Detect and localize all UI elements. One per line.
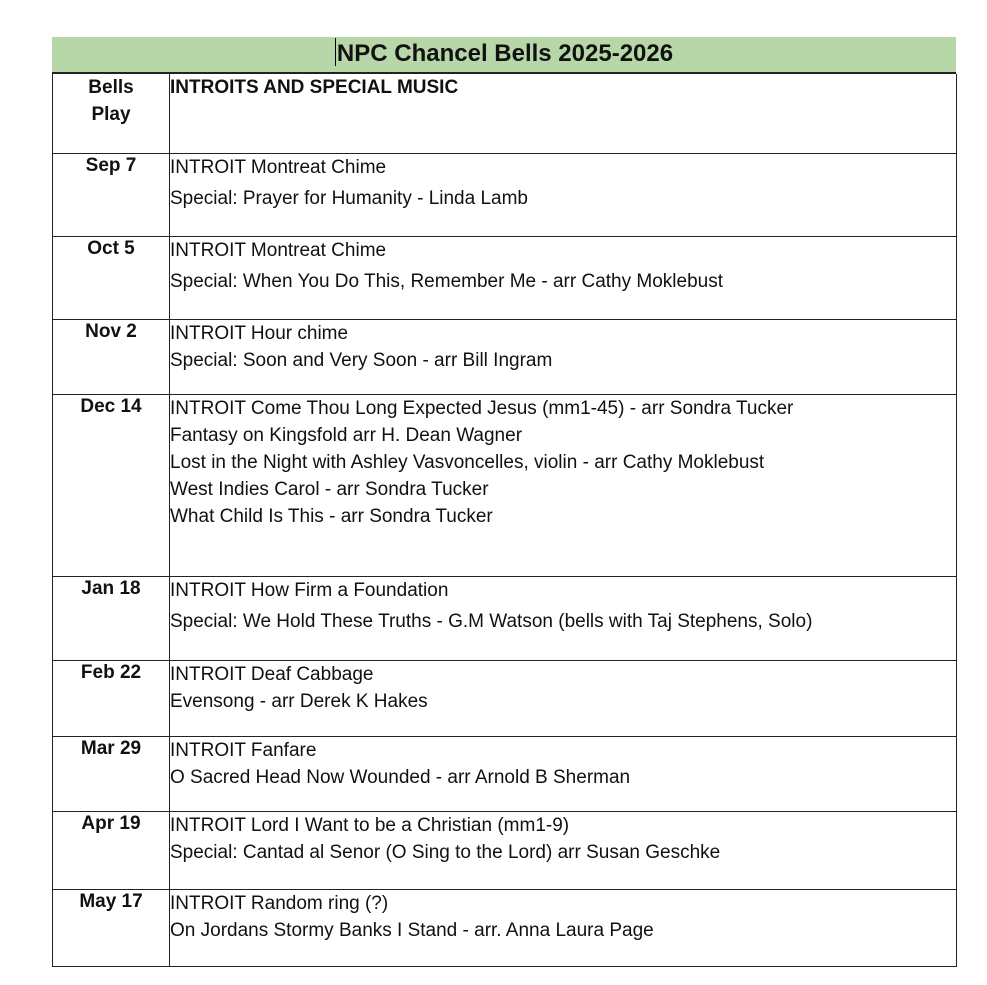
row-date: Apr 19 bbox=[53, 811, 170, 889]
music-line: INTROIT Lord I Want to be a Christian (mm1-9) bbox=[170, 814, 570, 836]
music-line: Evensong - arr Derek K Hakes bbox=[170, 690, 428, 712]
music-line: What Child Is This - arr Sondra Tucker bbox=[170, 505, 493, 527]
table-row bbox=[53, 736, 957, 811]
music-line: INTROIT Montreat Chime bbox=[170, 239, 387, 261]
music-line: On Jordans Stormy Banks I Stand - arr. Anna Laura Page bbox=[170, 919, 654, 941]
table-row bbox=[53, 889, 957, 966]
row-date: Jan 18 bbox=[53, 576, 170, 660]
row-music bbox=[170, 153, 957, 236]
music-line: Lost in the Night with Ashley Vasvoncelles, violin - arr Cathy Moklebust bbox=[170, 451, 765, 473]
music-line: INTROIT Random ring (?) bbox=[170, 892, 389, 914]
music-line: Fantasy on Kingsfold arr H. Dean Wagner bbox=[170, 424, 523, 446]
row-music bbox=[170, 394, 957, 576]
row-music bbox=[170, 319, 957, 394]
row-music bbox=[170, 736, 957, 811]
row-date: Oct 5 bbox=[53, 236, 170, 319]
music-line: West Indies Carol - arr Sondra Tucker bbox=[170, 478, 489, 500]
music-line: Special: Prayer for Humanity - Linda Lamb bbox=[170, 187, 528, 209]
music-line: Special: Soon and Very Soon - arr Bill Ingram bbox=[170, 349, 553, 371]
music-line: Special: We Hold These Truths - G.M Watson (bells with Taj Stephens, Solo) bbox=[170, 610, 813, 632]
row-music bbox=[170, 889, 957, 966]
table-row bbox=[53, 153, 957, 236]
header-date-cell bbox=[53, 74, 170, 153]
row-date: Sep 7 bbox=[53, 153, 170, 236]
page-title: NPC Chancel Bells 2025-2026 bbox=[336, 40, 674, 67]
music-line: O Sacred Head Now Wounded - arr Arnold B Sherman bbox=[170, 766, 631, 788]
table-row bbox=[53, 811, 957, 889]
row-date: Mar 29 bbox=[53, 736, 170, 811]
row-date: Dec 14 bbox=[53, 394, 170, 576]
title-bar bbox=[52, 37, 956, 74]
row-date: Nov 2 bbox=[53, 319, 170, 394]
row-music bbox=[170, 576, 957, 660]
music-line: Special: Cantad al Senor (O Sing to the Lord) arr Susan Geschke bbox=[170, 841, 721, 863]
text-cursor bbox=[335, 38, 336, 66]
music-line: INTROIT Come Thou Long Expected Jesus (mm1-45) - arr Sondra Tucker bbox=[170, 397, 794, 419]
table-header-row bbox=[53, 74, 957, 153]
row-music bbox=[170, 236, 957, 319]
row-music bbox=[170, 811, 957, 889]
table-row bbox=[53, 660, 957, 736]
row-music bbox=[170, 660, 957, 736]
table-row bbox=[53, 576, 957, 660]
header-music-label: INTROITS AND SPECIAL MUSIC bbox=[170, 77, 459, 98]
music-line: INTROIT Montreat Chime bbox=[170, 156, 387, 178]
table-row bbox=[53, 236, 957, 319]
music-line: INTROIT Fanfare bbox=[170, 739, 317, 761]
row-date: Feb 22 bbox=[53, 660, 170, 736]
row-date: May 17 bbox=[53, 889, 170, 966]
music-line: INTROIT How Firm a Foundation bbox=[170, 579, 449, 601]
music-line: Special: When You Do This, Remember Me - arr Cathy Moklebust bbox=[170, 270, 723, 292]
schedule-document bbox=[52, 37, 956, 967]
table-row bbox=[53, 394, 957, 576]
music-line: INTROIT Deaf Cabbage bbox=[170, 663, 374, 685]
header-date-label: Bells Play bbox=[88, 77, 134, 125]
header-music-cell bbox=[170, 74, 957, 153]
schedule-table bbox=[52, 74, 957, 967]
music-line: INTROIT Hour chime bbox=[170, 322, 349, 344]
table-row bbox=[53, 319, 957, 394]
